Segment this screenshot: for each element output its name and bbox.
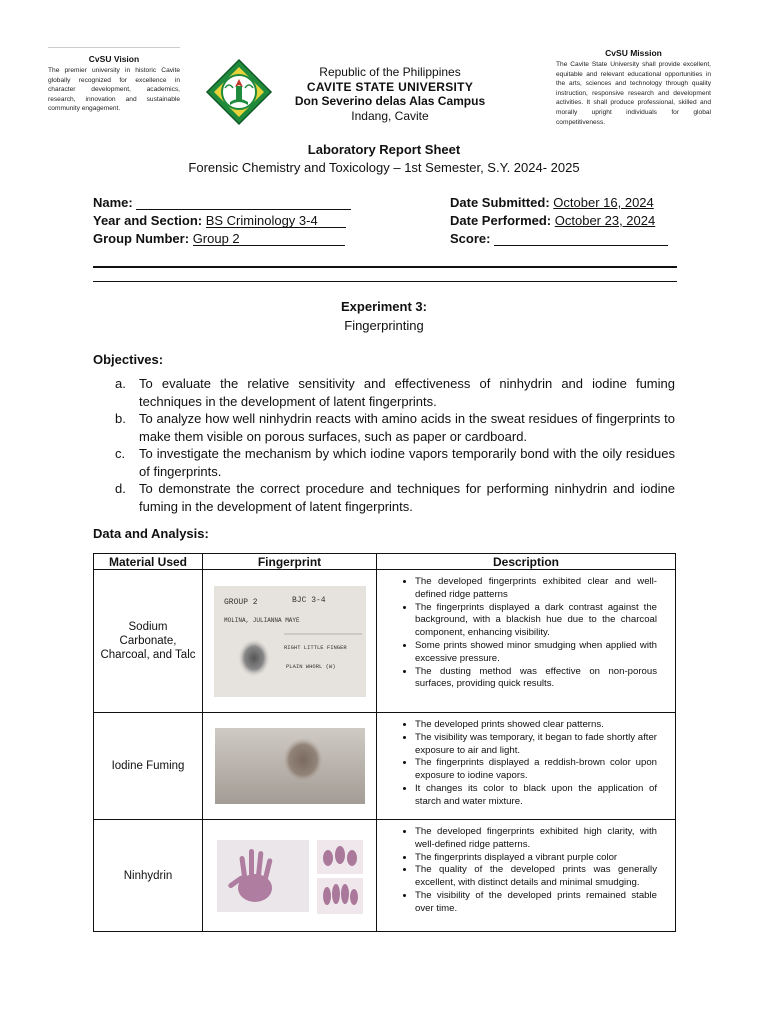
description-item: • The developed prints showed clear patterns. (415, 719, 657, 732)
material-cell: Ninhydrin (94, 820, 203, 932)
material-cell: Sodium Carbonate, Charcoal, and Talc (94, 570, 203, 713)
data-analysis-heading: Data and Analysis: (93, 526, 209, 541)
objective-text: To investigate the mechanism by which iodine vapors temporarily bond with the oily residues of fingerprints. (139, 446, 675, 479)
objective-text: To analyze how well ninhydrin reacts with amino acids in the sweat residues of fingerprints to make them visible on porous surfaces, such as paper or cardboard. (139, 411, 675, 444)
table-row (94, 713, 676, 820)
objectives-heading: Objectives: (93, 352, 164, 367)
description-clip (391, 826, 657, 920)
description-item: • The developed fingerprints exhibited high clarity, with well-defined ridge patterns. (415, 826, 657, 852)
sheet-subtitle: Forensic Chemistry and Toxicology – 1st Semester, S.Y. 2024- 2025 (188, 160, 580, 175)
photo-note-group: GROUP 2 (223, 597, 258, 607)
data-table (93, 553, 676, 932)
description-item: • The dusting method was effective on non-porous surfaces, providing quick results. (415, 666, 657, 692)
group-number-field (93, 231, 345, 246)
description-cell (377, 713, 676, 820)
date-submitted-value[interactable]: October 16, 2024 (553, 195, 654, 210)
objectives-list (115, 375, 675, 515)
objective-text: To evaluate the relative sensitivity and effectiveness of ninhydrin and iodine fuming techniques in the development of latent fingerprints. (139, 376, 675, 409)
score-label: Score: (450, 231, 491, 246)
photo-note-finger: RIGHT LITTLE FINGER (283, 643, 347, 651)
photo-note-name: MOLINA, JULIANNA MAYE (223, 616, 300, 624)
description-item: • The quality of the developed prints was generally excellent, with distinct details and minimal smudging. (415, 864, 657, 890)
date-performed-value[interactable]: October 23, 2024 (554, 213, 656, 228)
description-item: • The visibility was temporary, it began to fade shortly after exposure to air and light. (415, 732, 657, 758)
table-header-row (94, 554, 676, 570)
name-field (93, 195, 351, 210)
objective-letter: b. (115, 411, 126, 426)
vision-block (48, 47, 180, 114)
name-value[interactable] (136, 196, 351, 210)
description-item: • The visibility of the developed prints remained stable over time. (415, 890, 657, 916)
objective-item (115, 480, 675, 515)
objective-letter: d. (115, 481, 126, 496)
description-list (391, 719, 657, 809)
fingerprint-cell (203, 570, 377, 713)
date-performed-label: Date Performed: (450, 213, 552, 228)
description-item: • Some prints showed minor smudging when applied with excessive pressure. (415, 640, 657, 666)
objective-letter: c. (115, 446, 126, 461)
sheet-title: Laboratory Report Sheet (307, 142, 461, 157)
score-field (450, 231, 668, 246)
column-header-fingerprint: Fingerprint (203, 554, 377, 570)
mission-block (556, 48, 711, 127)
campus-location: Indang, Cavite (351, 108, 429, 123)
fingerprint-cell (203, 713, 377, 820)
group-number-value[interactable]: Group 2 (193, 232, 345, 246)
university-seal-icon (205, 58, 273, 126)
column-header-description: Description (377, 554, 676, 570)
table-row (94, 820, 676, 932)
description-item: • The fingerprints displayed a vibrant purple color (415, 852, 657, 865)
description-cell (377, 820, 676, 932)
year-section-value[interactable]: BS Criminology 3-4 (206, 214, 346, 228)
description-list (391, 826, 657, 916)
iodine-fingerprint-photo (215, 728, 365, 804)
objective-text: To demonstrate the correct procedure and techniques for performing ninhydrin and iodine fuming in the development of latent fingerprints. (139, 481, 675, 514)
experiment-title: Experiment 3: (341, 299, 427, 314)
photo-note-section: BJC 3-4 (291, 595, 326, 605)
dusting-fingerprint-photo (214, 586, 366, 697)
photo-note-pattern: PLAIN WHORL (W) (285, 662, 336, 670)
university-name: CAVITE STATE UNIVERSITY (306, 79, 474, 94)
objective-letter: a. (115, 376, 126, 391)
objective-item (115, 375, 675, 410)
mission-title: CvSU Mission (605, 48, 662, 58)
description-item: • The fingerprints displayed a reddish-brown color upon exposure to iodine vapors. (415, 757, 657, 783)
description-cell (377, 570, 676, 713)
ninhydrin-fingerprint-photo (215, 836, 365, 916)
name-label: Name: (93, 195, 133, 210)
university-heading (280, 65, 500, 123)
year-section-field (93, 213, 346, 228)
column-header-material: Material Used (94, 554, 203, 570)
republic-line: Republic of the Philippines (319, 65, 461, 79)
score-value[interactable] (494, 232, 668, 246)
divider-thick (93, 266, 677, 268)
description-item: • The developed fingerprints exhibited clear and well-defined ridge patterns (415, 576, 657, 602)
date-performed-field (450, 213, 655, 228)
group-number-label: Group Number: (93, 231, 190, 246)
vision-text: The premier university in historic Cavite globally recognized for excellence in character development, academics, research, innovation and sustainable community engagement. (48, 67, 180, 113)
vision-title: CvSU Vision (88, 54, 140, 64)
date-submitted-field (450, 195, 654, 210)
table-row (94, 570, 676, 713)
mission-text: The Cavite State University shall provide excellent, equitable and relevant educational opportunities in the arts, sciences and technology through quality instruction, responsive research and development activities. It shall produce professional, skilled and morally upright individuals for global competitiveness. (556, 61, 711, 126)
description-list (391, 576, 657, 691)
description-item: • It changes its color to black upon the application of starch and water mixture. (415, 783, 657, 809)
year-section-label: Year and Section: (93, 213, 203, 228)
date-submitted-label: Date Submitted: (450, 195, 550, 210)
objective-item (115, 410, 675, 445)
divider-thin (93, 281, 677, 282)
material-cell: Iodine Fuming (94, 713, 203, 820)
fingerprint-cell (203, 820, 377, 932)
experiment-subtitle: Fingerprinting (344, 318, 424, 333)
description-item: • The fingerprints displayed a dark contrast against the background, with a blackish hue due to the charcoal component, enhancing visibility. (415, 602, 657, 640)
objective-item (115, 445, 675, 480)
campus-name: Don Severino delas Alas Campus (294, 94, 486, 108)
